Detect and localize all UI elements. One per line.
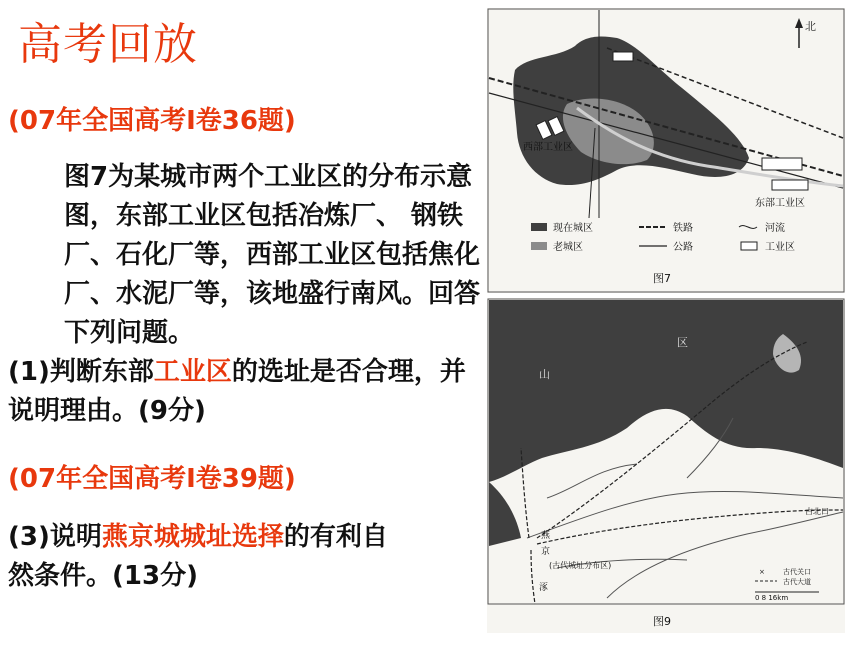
slide-title: 高考回放	[18, 19, 198, 70]
figure-9-caption: 图9	[653, 615, 671, 628]
east-zone-label: 东部工业区	[755, 198, 805, 209]
yanjing-area-label: (古代城址分布区)	[549, 561, 612, 570]
figure-9-map	[487, 298, 845, 633]
legend-pass: 古代关口	[783, 568, 811, 576]
figure-7-legend	[531, 221, 795, 253]
question-36-part1: (1)判断东部工业区的选址是否合理，并说明理由。(9分)	[8, 357, 466, 426]
figure-7-map	[487, 8, 845, 293]
highlight-industrial: 工业区	[153, 357, 232, 387]
legend-scale: 0 8 16km	[755, 594, 789, 602]
legend-industrial: 工业区	[765, 242, 795, 253]
legend-highway: 公路	[673, 242, 693, 253]
mountain-label-2: 区	[677, 336, 688, 349]
north-label: 北	[805, 20, 816, 33]
exam-source-36: (07年全国高考Ⅰ卷36题)	[8, 106, 296, 136]
mountain-area	[489, 300, 843, 482]
svg-text:×: ×	[759, 568, 765, 576]
mountain-label-1: 山	[539, 368, 550, 381]
legend-current-city: 现在城区	[553, 223, 593, 234]
highlight-yanjing: 燕京城城址选择	[101, 522, 284, 552]
west-zone-label: 西部工业区	[523, 142, 573, 153]
figure-7-caption: 图7	[653, 272, 671, 285]
jing-label: 京	[541, 547, 551, 557]
pass-label: 古北口	[805, 507, 829, 516]
question-36-intro: 图7为某城市两个工业区的分布示意图，东部工业区包括冶炼厂、 钢铁厂、石化厂等，西部工业区包括焦化厂、水泥厂等，该地盛行南风。回答下列问题。	[64, 162, 481, 348]
gu-label: 涿	[539, 583, 549, 593]
question-36	[8, 158, 483, 431]
legend-railway: 铁路	[673, 223, 693, 234]
legend-old-city: 老城区	[553, 242, 583, 253]
question-39-part3: (3)说明燕京城城址选择的有利自然条件。(13分)	[8, 522, 388, 591]
exam-source-39: (07年全国高考Ⅰ卷39题)	[8, 464, 296, 494]
yanjing-label: 燕	[541, 531, 551, 541]
figure-9-legend	[755, 567, 819, 602]
legend-road: 古代大道	[783, 578, 811, 586]
legend-river: 河流	[765, 223, 785, 234]
question-39	[8, 518, 408, 596]
